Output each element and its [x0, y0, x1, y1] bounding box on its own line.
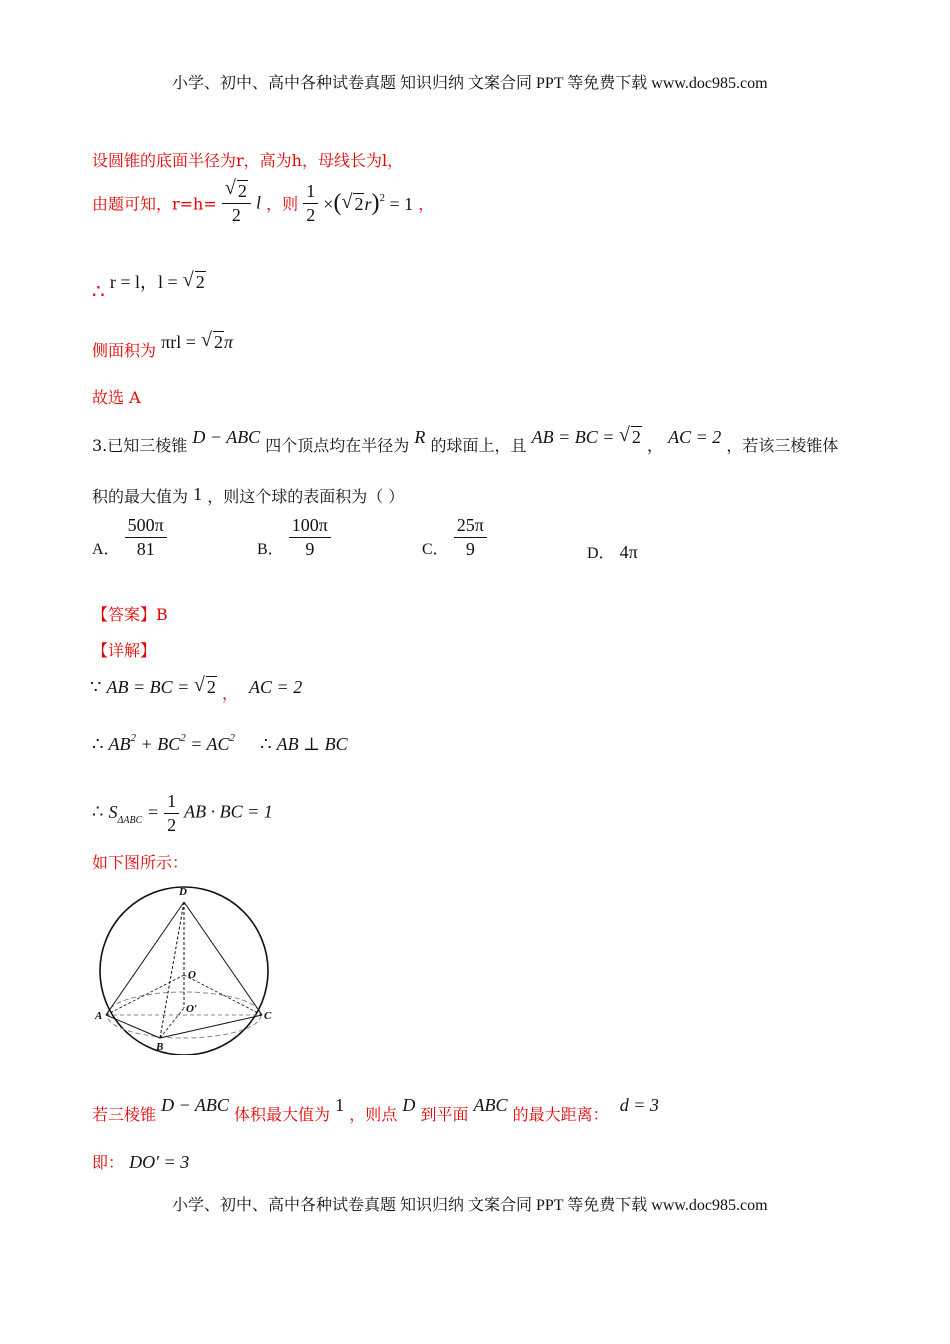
conclusion-line: 若三棱锥 D − ABC 体积最大值为 1 ，则点 D 到平面 ABC 的最大距离： d = 3	[92, 1095, 659, 1124]
label-b: B	[156, 1041, 164, 1053]
edge-ab	[106, 1015, 160, 1038]
label-c: C	[264, 1010, 272, 1022]
page-header: 小学、初中、高中各种试卷真题 知识归纳 文案合同 PPT 等免费下载 www.doc985.com	[172, 75, 768, 92]
line-ao	[106, 975, 184, 1015]
edge-db	[160, 902, 184, 1038]
detail-step-3: ∴ $S_{\Delta ABC}$ = $\frac{1}{2}$ AB · BC = 1	[92, 791, 273, 835]
label-a: A	[95, 1010, 103, 1022]
solution-line-4: 侧面积为 πrl = √ 2π	[92, 329, 233, 360]
sqrt2-over-2-fraction: √ 2 2	[222, 180, 251, 226]
therefore-symbol: ∴	[92, 279, 105, 303]
q3-stem-f: ，则这个球的表面积为（ ）	[207, 487, 405, 506]
lateral-area-expr: πrl =	[161, 332, 196, 352]
solution-line-1: 设圆锥的底面半径为r，高为h，母线长为l，	[92, 151, 404, 170]
because-symbol: ∵	[90, 677, 102, 697]
q3-stem-d: ，若该三棱锥体	[726, 436, 839, 455]
solution-line-2-prefix: 由题可知，r=h=	[92, 194, 217, 214]
q3-stem-e: 积的最大值为	[92, 487, 189, 506]
label-d: D	[179, 886, 187, 898]
label-o: O	[188, 969, 196, 981]
figure-intro: 如下图所示：	[92, 853, 189, 872]
solution-line-2: 由题可知，r=h= √ 2 2 l ，则 $\frac{1}{2}$ ×( √ 2r)$^2$ = 1 ，	[92, 177, 435, 225]
detail-step-2: ∴ $AB^2 + BC^2 = AC^2$ ∴ AB ⊥ BC	[92, 732, 348, 754]
lateral-area-label: 侧面积为	[92, 341, 157, 360]
detail-step-1: ∵ AB = BC = √ 2 ， AC = 2	[90, 674, 303, 703]
sphere-tetrahedron-figure	[90, 880, 290, 1055]
q3-stem-b: 四个顶点均在半径为	[265, 436, 410, 455]
option-c[interactable]: C． $\frac{25\pi}{9}$	[422, 514, 487, 560]
triangle-area-rhs: AB · BC = 1	[184, 801, 273, 822]
solution-line-2-suffix: ，	[418, 194, 435, 214]
solution-line-3: ∴ r = l，l = √ 2	[92, 269, 205, 303]
solution-choice: 故选 A	[92, 388, 141, 407]
question-3-stem-line-1: 3.已知三棱锥 D − ABC 四个顶点均在半径为 R 的球面上，且 AB = BC = √ 2 ， AC = 2 ，若该三棱锥体	[92, 424, 839, 455]
page-footer: 小学、初中、高中各种试卷真题 知识归纳 文案合同 PPT 等免费下载 www.doc985.com	[172, 1197, 768, 1214]
option-a[interactable]: A． $\frac{500\pi}{81}$	[92, 514, 167, 560]
option-b[interactable]: B． $\frac{100\pi}{9}$	[257, 514, 331, 560]
therefore-symbol-2: ∴	[92, 734, 104, 754]
answer-label: 【答案】B	[92, 605, 168, 624]
half-fraction: $\frac{1}{2}$	[303, 180, 318, 226]
label-o-prime: O′	[186, 1003, 198, 1015]
solution-line-2-mid: ，则	[266, 194, 299, 214]
q3-stem-c: 的球面上，且	[430, 436, 527, 455]
option-d[interactable]: D． 4π	[587, 542, 638, 562]
q3-stem-a: 3.已知三棱锥	[92, 436, 188, 455]
detail-label: 【详解】	[92, 641, 157, 660]
conclusion-line-2: 即： DO′ = 3	[92, 1152, 190, 1172]
question-3-stem-line-2: 积的最大值为 1 ，则这个球的表面积为（ ）	[92, 484, 405, 506]
r-l-values: r = l，l =	[109, 272, 178, 292]
